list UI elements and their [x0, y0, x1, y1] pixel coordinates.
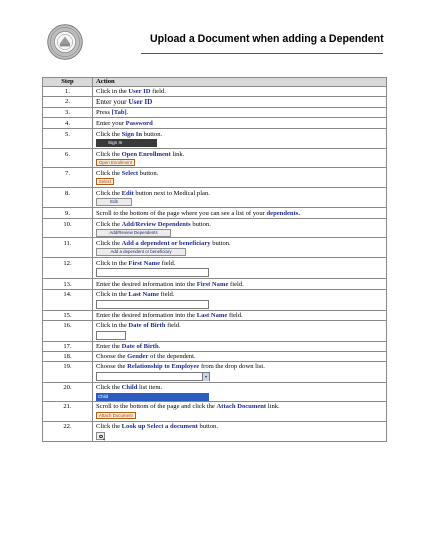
action-text	[96, 291, 383, 299]
page-title: Upload a Document when adding a Dependent	[150, 33, 384, 45]
action-text	[96, 88, 383, 96]
action-text-part: link.	[170, 150, 185, 158]
action-keyword: User ID	[128, 98, 153, 107]
action-text-part: Click the	[96, 189, 122, 197]
step-number: 9.	[43, 208, 93, 219]
action-text	[96, 221, 383, 229]
table-row	[43, 97, 387, 108]
action-text-part: Click in the	[96, 290, 129, 298]
action-text-part: Scroll to the bottom of the page where you can see a list of your	[96, 209, 267, 217]
table-row	[43, 108, 387, 118]
step-number: 15.	[43, 310, 93, 320]
action-text	[96, 260, 383, 268]
step-number: 4.	[43, 118, 93, 129]
step-action	[93, 118, 387, 129]
add-a-dependent-or-beneficiary-button[interactable]: Add a dependent or beneficiary	[96, 248, 186, 256]
action-text-part: button.	[197, 423, 218, 431]
action-keyword: dependents.	[266, 209, 301, 217]
action-text-part: button.	[138, 169, 159, 177]
step-action	[93, 258, 387, 279]
table-row	[43, 351, 387, 361]
step-number: 10.	[43, 219, 93, 238]
sign-in-button[interactable]: Sign In	[96, 139, 157, 147]
table-row	[43, 208, 387, 219]
step-action	[93, 341, 387, 351]
step-action	[93, 279, 387, 289]
step-number: 19.	[43, 362, 93, 383]
action-text-part: Choose the	[96, 353, 128, 361]
step-number: 11.	[43, 238, 93, 258]
table-row	[43, 118, 387, 129]
table-row	[43, 383, 387, 402]
action-text-part: of the dependent.	[148, 353, 196, 361]
action-text	[96, 403, 383, 411]
steps-table	[42, 77, 387, 442]
edit-button[interactable]: Edit	[96, 198, 132, 206]
action-text-part: Choose the	[96, 363, 128, 371]
table-header-row	[43, 78, 387, 87]
step-number: 3.	[43, 108, 93, 118]
action-text	[96, 120, 383, 128]
action-keyword: Edit	[121, 189, 134, 197]
step-action	[93, 188, 387, 208]
action-text-part: field.	[227, 311, 243, 319]
action-text-part: Click in the	[96, 321, 129, 329]
action-text	[96, 131, 383, 139]
action-text-part: Enter your	[96, 98, 129, 107]
action-text-part: Click the	[96, 423, 122, 431]
attach-document-button[interactable]: Attach Document	[96, 412, 136, 419]
child-list-item[interactable]: Child	[96, 393, 209, 401]
action-text-part: field.	[159, 290, 175, 298]
action-text-part: Click the	[96, 130, 122, 138]
step-action	[93, 149, 387, 168]
action-text-part: field.	[160, 259, 176, 267]
first-name-field[interactable]	[96, 268, 209, 277]
add-review-dependents-button[interactable]: Add/Review Dependents	[96, 229, 171, 237]
action-text-part: Enter your	[96, 119, 126, 127]
action-text	[96, 170, 383, 178]
table-row	[43, 188, 387, 208]
step-number: 14.	[43, 289, 93, 310]
step-action	[93, 129, 387, 149]
action-text-part: Click the	[96, 169, 122, 177]
action-text-part: Click the	[96, 384, 122, 392]
action-keyword: Look up Select a document	[121, 423, 198, 431]
select-button[interactable]: Select	[96, 178, 114, 185]
step-action	[93, 108, 387, 118]
date-of-birth-field[interactable]	[96, 331, 126, 340]
step-number: 7.	[43, 168, 93, 188]
action-text	[96, 343, 383, 351]
state-seal-icon	[47, 24, 83, 60]
action-keyword: [Tab]	[111, 109, 127, 117]
step-number: 6.	[43, 149, 93, 168]
step-action	[93, 422, 387, 442]
step-action	[93, 97, 387, 108]
step-action	[93, 310, 387, 320]
step-action	[93, 168, 387, 188]
step-action	[93, 208, 387, 219]
action-text-part: field.	[228, 280, 244, 288]
table-row	[43, 238, 387, 258]
action-keyword: Date of Birth	[121, 342, 159, 350]
action-text-part: button next to Medical plan.	[133, 189, 210, 197]
action-text-part: button.	[190, 220, 211, 228]
action-keyword: Last Name	[128, 290, 160, 298]
step-action	[93, 402, 387, 422]
table-row	[43, 362, 387, 383]
table-row	[43, 149, 387, 168]
title-rule	[141, 53, 383, 54]
action-text-part: link.	[266, 403, 280, 411]
step-number: 17.	[43, 341, 93, 351]
step-action	[93, 289, 387, 310]
action-text	[96, 353, 383, 361]
action-keyword: First Name	[128, 259, 161, 267]
lookup-button[interactable]	[96, 432, 105, 440]
step-action	[93, 219, 387, 238]
action-text	[96, 210, 383, 218]
action-text	[96, 109, 383, 117]
action-keyword: Select	[121, 169, 139, 177]
action-text-part: list item.	[137, 384, 163, 392]
step-action	[93, 320, 387, 341]
action-text-part: Click the	[96, 150, 122, 158]
action-text-part: .	[158, 342, 161, 350]
column-header-action: Action	[93, 78, 387, 87]
step-number: 2.	[43, 97, 93, 108]
step-number: 18.	[43, 351, 93, 361]
action-keyword: Add/Review Dependents	[121, 220, 191, 228]
step-number: 1.	[43, 87, 93, 97]
magnifier-icon	[99, 435, 103, 439]
table-row	[43, 219, 387, 238]
chevron-down-icon[interactable]	[202, 373, 209, 381]
table-row	[43, 129, 387, 149]
action-keyword: Last Name	[196, 311, 228, 319]
table-row	[43, 168, 387, 188]
action-keyword: Attach Document	[216, 403, 267, 411]
action-keyword: Open Enrollment	[121, 150, 171, 158]
action-text	[96, 312, 383, 320]
action-text-part: Click the	[96, 220, 122, 228]
action-text-part: button.	[210, 239, 231, 247]
action-keyword: First Name	[196, 280, 229, 288]
action-text-part: Click in the	[96, 88, 129, 96]
step-number: 22.	[43, 422, 93, 442]
open-enrollment-button[interactable]: Open Enrollment	[96, 159, 135, 166]
action-keyword: Password	[125, 119, 153, 127]
action-text-part: Enter the	[96, 342, 122, 350]
action-text	[96, 98, 383, 106]
step-number: 20.	[43, 383, 93, 402]
table-row	[43, 402, 387, 422]
action-text	[96, 240, 383, 248]
table-row	[43, 341, 387, 351]
relationship-dropdown[interactable]	[96, 372, 210, 381]
step-number: 12.	[43, 258, 93, 279]
table-row	[43, 422, 387, 442]
action-text-part: Press	[96, 109, 112, 117]
table-row	[43, 258, 387, 279]
table-row	[43, 310, 387, 320]
step-number: 8.	[43, 188, 93, 208]
last-name-field[interactable]	[96, 300, 209, 309]
action-text	[96, 322, 383, 330]
step-number: 16.	[43, 320, 93, 341]
action-text-part: button.	[142, 130, 163, 138]
action-keyword: Relationship to Employee	[127, 363, 200, 371]
action-text	[96, 190, 383, 198]
step-action	[93, 87, 387, 97]
action-text	[96, 384, 383, 392]
step-number: 21.	[43, 402, 93, 422]
action-text-part: Scroll to the bottom of the page and click the	[96, 403, 217, 411]
table-row	[43, 279, 387, 289]
step-action	[93, 238, 387, 258]
action-keyword: Child	[121, 384, 138, 392]
step-number: 5.	[43, 129, 93, 149]
action-text-part: from the drop down list.	[199, 363, 265, 371]
action-text-part: field.	[165, 321, 181, 329]
step-number: 13.	[43, 279, 93, 289]
table-row	[43, 289, 387, 310]
action-text	[96, 151, 383, 159]
step-action	[93, 351, 387, 361]
table-row	[43, 320, 387, 341]
action-keyword: Gender	[127, 353, 149, 361]
action-text-part: Click the	[96, 239, 122, 247]
action-text	[96, 423, 383, 431]
action-text	[96, 281, 383, 289]
action-text-part: .	[126, 109, 129, 117]
column-header-step: Step	[43, 78, 93, 87]
step-action	[93, 362, 387, 383]
step-action	[93, 383, 387, 402]
action-text-part: field.	[150, 88, 166, 96]
action-keyword: Sign In	[121, 130, 142, 138]
action-text	[96, 363, 383, 371]
table-row	[43, 87, 387, 97]
action-text-part: Enter the desired information into the	[96, 311, 197, 319]
action-text-part: Click in the	[96, 259, 129, 267]
action-text-part: Enter the desired information into the	[96, 280, 197, 288]
action-keyword: Add a dependent or beneficiary	[121, 239, 211, 247]
action-keyword: User ID	[128, 88, 151, 96]
action-keyword: Date of Birth	[128, 321, 166, 329]
